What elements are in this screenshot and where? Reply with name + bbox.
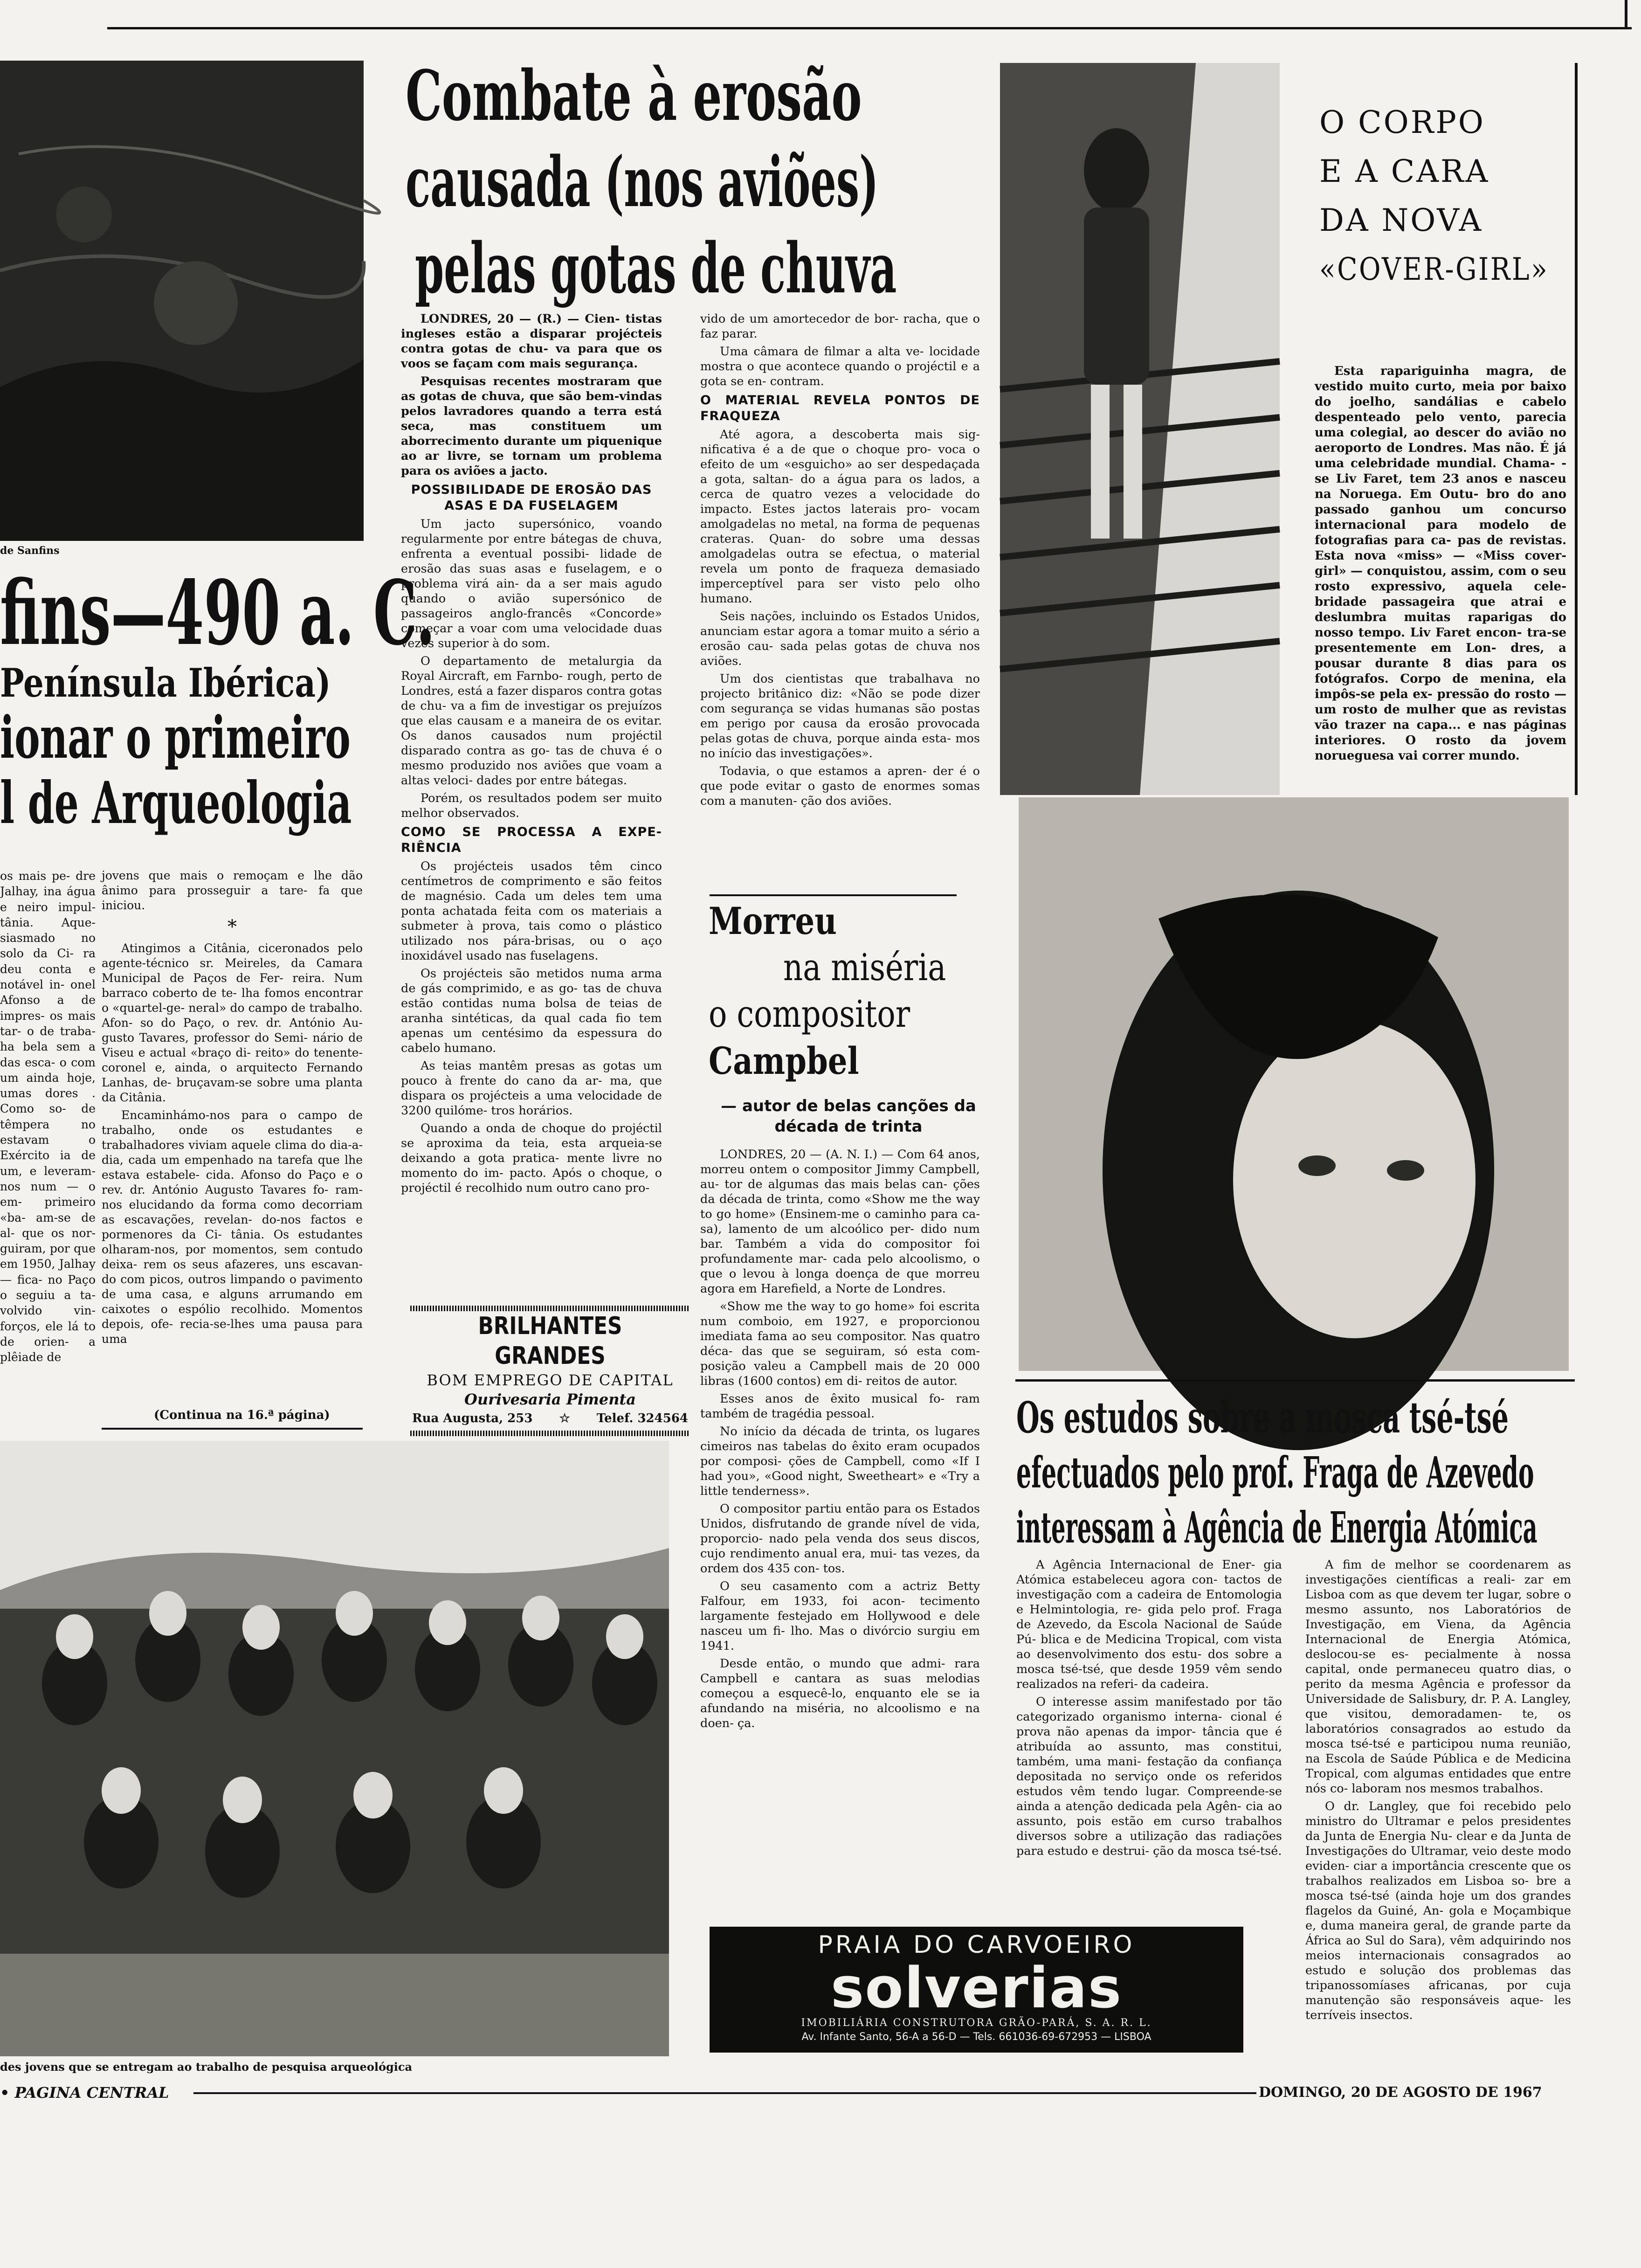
erosion-col-2 bbox=[700, 311, 980, 880]
footer-left bbox=[0, 2083, 169, 2102]
erosion-lede: LONDRES, 20 — (R.) — Cien- tistas ingleses estão a disparar projécteis contra gotas de chu- va para que os voos se façam com mais segurança. bbox=[401, 312, 662, 371]
campbell-body bbox=[700, 1147, 980, 1944]
campbell-p7: Desde então, o mundo que admi- rara Campbell e cantara as suas melodias começou a esquecê-lo, enquanto ele se ia afundando na miséria, no alcoolismo e na doen- ça. bbox=[700, 1657, 980, 1730]
tsetse-headline bbox=[1016, 1394, 1576, 1562]
cover-girl-face-photo bbox=[1019, 797, 1569, 1371]
campbell-p6: O seu casamento com a actriz Betty Falfour, em 1933, foi acon- tecimento largamente festejado em Hollywood e dele nasceu um fi- lho. Mas o divórcio surgiu em 1941. bbox=[700, 1579, 980, 1653]
ad-solverias-company: IMOBILIÁRIA CONSTRUTORA GRÃO-PARÁ, S. A. R. L. bbox=[801, 2017, 1152, 2029]
photo-caption-students: des jovens que se entregam ao trabalho de pesquisa arqueológica bbox=[0, 2060, 413, 2074]
tsetse-p4: O dr. Langley, que foi recebido pelo ministro do Ultramar e pelos presidentes da Junta de Energia Nu- clear e da Junta de Investigações do Ultramar, veio deste modo eviden- ciar a importância crescente que os trabalhos realizados em Lisboa so- bre a mosca tsé-tsé (ainda hoje um dos grandes flagelos da Guiné, An- gola e Moçambique e, duma maneira geral, de grande parte da África ao Sul do Sara), vêm adquirindo nos meios internacionais consagrados ao estudo e solução dos problemas das tripanossomíases africanas, por cuja manutenção são responsáveis aque- les terríveis insectos. bbox=[1305, 1799, 1571, 2022]
erosion-p11: Seis nações, incluindo os Estados Unidos, anunciam estar agora a tomar muito a sério a erosão cau- sada pelas gotas de chuva nos aviões. bbox=[700, 609, 980, 668]
tsetse-p3: A fim de melhor se coordenarem as investigações científicas a reali- zar em Lisboa com as que devem ter lugar, sobre o mesmo assunto, nos Laboratórios de Investigação, em Viena, da Agência Internacional de Energia Atómica, deslocou-se es- pecialmente à nossa capital, onde permaneceu quatro dias, o perito da mesma Agência e professor da Universidade de Salisbury, dr. P. A. Langley, que visitou, demoradamen- te, os laboratórios consagrados ao estudo da mosca tsé-tsé e participou numa reunião, na Escola de Saúde Pública e de Medicina Tropical, com algumas entidades que entre nós co- laboram nos mesmos trabalhos. bbox=[1305, 1558, 1571, 1796]
erosion-p6: As teias mantêm presas as gotas um pouco à frente do cano da ar- ma, que dispara os projécteis a uma velocidade de 3200 quilóme- tros horários. bbox=[401, 1059, 662, 1118]
erosion-p3: Porém, os resultados podem ser muito melhor observados. bbox=[401, 791, 662, 820]
ad-border-bottom bbox=[410, 1431, 690, 1436]
ad-brilhantes bbox=[410, 1306, 690, 1431]
ad-solverias bbox=[710, 1927, 1243, 2053]
photo-caption-sanfins: de Sanfins bbox=[0, 545, 60, 557]
sanfins-p1: Atingimos a Citânia, ciceronados pelo agente-técnico sr. Meireles, da Camara Municipal de Paços de Fer- reira. Num barraco coberto de te- lha fomos encontrar o «quartel-ge- neral» do campo de trabalho. Afon- so do Paço, o rev. dr. António Au- gusto Tavares, professor do Semi- nário de Viseu e actual «braço di- reito» do tenente-coronel e, ainda, o arquitecto Fernando Lanhas, de- bruçavam-se sobre uma planta da Citânia. bbox=[102, 941, 363, 1104]
ad-border-top bbox=[410, 1306, 690, 1311]
erosion-headline bbox=[406, 55, 988, 312]
tsetse-p2: O interesse assim manifestado por tão categorizado organismo interna- cional é prova não apenas da impor- tância que é atribuída ao assunto, mas constitui, também, uma mani- festação da confiança depositada no serviço onde os referidos estudos vêm tendo lugar. Compreende-se ainda a atenção dedicada pela Agên- cia ao assunto, pois estão em curso trabalhos diversos sobre a utilização das radiações para estudo e destrui- ção da mosca tsé-tsé. bbox=[1016, 1695, 1282, 1858]
erosion-p12: Um dos cientistas que trabalhava no projecto britânico diz: «Não se pode dizer com segurança se vidas humanas são postas em perigo por causa da erosão provocada pelas gotas de chuva, porque ainda esta- mos no início das investigações». bbox=[700, 672, 980, 761]
tsetse-headline-line-1: Os estudos sobre a mosca tsé-tsé bbox=[1016, 1392, 1509, 1443]
campbell-top-rule bbox=[710, 894, 957, 896]
tsetse-headline-line-2: efectuados pelo prof. Fraga de Azevedo bbox=[1016, 1447, 1534, 1498]
sanfins-site-photo bbox=[0, 61, 364, 541]
continued-rule bbox=[102, 1428, 363, 1430]
top-rule bbox=[107, 27, 1632, 29]
cover-girl-text bbox=[1315, 364, 1566, 783]
erosion-p5: Os projécteis são metidos numa arma de gás comprimido, e as go- tas de chuva estão contidas numa bolsa de teias de aranha sintéticas, da qual cada fio tem apenas um centésimo da espessura do cabelo humano. bbox=[401, 967, 662, 1055]
tsetse-p1: A Agência Internacional de Ener- gia Atómica estabeleceu agora con- tactos de investigação com a cadeira de Entomologia e Helmintologia, re- gida pelo prof. Fraga de Azevedo, da Escola Nacional de Saúde Pú- blica e de Medicina Tropical, com vista ao desenvolvimento dos estu- dos sobre a mosca tsé-tsé, que desde 1959 vêm sendo realizados na referi- da cadeira. bbox=[1016, 1558, 1282, 1691]
campbell-p4: No início da década de trinta, os lugares cimeiros nas tabelas do êxito eram ocupados por composi- ções de Campbell, como «If I had you», «Good night, Sweetheart» e «Try a little tenderness». bbox=[700, 1424, 980, 1498]
erosion-headline-line-1: Combate à erosão bbox=[406, 55, 862, 136]
ad-separator-icon: ☆ bbox=[559, 1411, 570, 1425]
cover-girl-headline bbox=[1319, 98, 1562, 294]
campbell-p1: LONDRES, 20 — (A. N. I.) — Com 64 anos, morreu ontem o compositor Jimmy Campbell, au- tor de algumas das mais belas can- ções da década de trinta, como «Show me the way to go home» (Ensinem-me o caminho para ca- sa), lamento de um alcoólico per- dido num bar. Também a vida do compositor foi profundamente mar- cada pelo alcoolismo, o que o levou à longa doença de que morreu agora em Harefield, a Norte de Londres. bbox=[700, 1148, 980, 1296]
sanfins-headline bbox=[0, 561, 435, 849]
erosion-subhead-3: O MATERIAL REVELA PONTOS DE FRAQUEZA bbox=[700, 393, 980, 423]
cover-girl-headline-line-3: DA NOVA bbox=[1319, 202, 1483, 238]
campbell-headline-line-1: Morreu bbox=[709, 899, 837, 943]
campbell-headline-line-2: na miséria bbox=[783, 946, 946, 989]
headline-line-1: fins—490 a. C. bbox=[0, 561, 435, 665]
erosion-lede-2: Pesquisas recentes mostraram que as gotas de chuva, que são bem-vindas pelos lavradores quando a terra está seca, mas constituem um aborrecimento durante um piquenique ao ar livre, se tornam um problema para os aviões a jacto. bbox=[401, 374, 662, 478]
footer-date: DOMINGO, 20 DE AGOSTO DE 1967 bbox=[1259, 2084, 1542, 2101]
sanfins-intro: jovens que mais o remoçam e lhe dão ânimo para prosseguir a tare- fa que iniciou. bbox=[102, 869, 363, 912]
campbell-p3: Esses anos de êxito musical fo- ram também de tragédia pessoal. bbox=[700, 1392, 980, 1421]
cover-girl-border-rule bbox=[1575, 63, 1578, 795]
archaeology-students-photo bbox=[0, 1441, 669, 2056]
sanfins-text-col-a: os mais pe- dre Jalhay, ina água e neiro impul- tânia. Aque- siasmado no solo da Ci- ra deu conta e notável in- onel Afonso a de impres- os mais tar- o de traba- ha bela sem a das esca- o com um ainda hoje, umas dores . Como so- de têmpera no estavam o Exército ia de um, e leveram-nos num — o em- primeiro «ba- am-se de al- que os nor- guiram, por que em 1950, Jalhay — fica- no Paço o seguiu a ta- volvido vin- forços, ele lá to de orien- a plêiade de bbox=[0, 869, 96, 1364]
campbell-headline-line-3: o compositor bbox=[709, 992, 910, 1036]
tsetse-top-rule bbox=[1015, 1379, 1575, 1382]
campbell-headline-line-4: Campbel bbox=[709, 1039, 859, 1083]
ad-brilhantes-address: Rua Augusta, 253 bbox=[412, 1411, 533, 1425]
erosion-subhead-1: POSSIBILIDADE DE EROSÃO DAS ASAS E DA FUSELAGEM bbox=[411, 483, 652, 513]
cover-girl-headline-line-2: E A CARA bbox=[1319, 153, 1490, 189]
erosion-headline-line-3: pelas gotas de chuva bbox=[415, 228, 897, 309]
ad-brilhantes-contact bbox=[410, 1409, 690, 1428]
top-right-rule bbox=[1625, 0, 1627, 28]
erosion-p7: Quando a onda de choque do projéctil se aproxima da teia, esta arqueia-se deixando a gota pratica- mente livre no momento do im- pacto. Após o choque, o projéctil é recolhido num outro cano pro- bbox=[401, 1121, 662, 1195]
separator-asterisk: * bbox=[228, 916, 237, 938]
campbell-p2: «Show me the way to go home» foi escrita num comboio, em 1927, e proporcionou imediata fama ao seu compositor. Nas quatro déca- das que se seguiram, só esta com- posição valeu a Campbell mais de 20 000 libras (1600 contos) em di- reitos de autor. bbox=[700, 1300, 980, 1388]
ad-brilhantes-title: BRILHANTES GRANDES bbox=[478, 1312, 622, 1370]
ad-brilhantes-store: Ourivesaria Pimenta bbox=[464, 1390, 636, 1408]
erosion-p9: Uma câmara de filmar a alta ve- locidade mostra o que acontece quando o projéctil e a gota se en- contram. bbox=[700, 345, 980, 388]
ad-brilhantes-phone: Telef. 324564 bbox=[596, 1411, 688, 1425]
cover-girl-headline-line-1: O CORPO bbox=[1319, 104, 1485, 140]
headline-line-2: Península Ibérica) bbox=[0, 660, 331, 706]
erosion-p2: O departamento de metalurgia da Royal Aircraft, em Farnbo- rough, perto de Londres, está a fazer disparos contra gotas de chu- va a fim de investigar os prejuízos que elas causam e a maneira de os evitar. Os danos causados num projéctil disparado contra as go- tas de chuva é o mesmo produzido nos aviões que voam a altas veloci- dades por entre bátegas. bbox=[401, 654, 662, 788]
continued-note: (Continua na 16.ª página) bbox=[154, 1408, 330, 1422]
campbell-subhead: — autor de belas canções da década de trinta bbox=[721, 1097, 976, 1136]
erosion-subhead-2: COMO SE PROCESSA A EXPE- RIÊNCIA bbox=[401, 825, 662, 855]
sanfins-text-col-b bbox=[102, 868, 363, 1428]
footer-dash-icon: • bbox=[0, 2084, 15, 2102]
sanfins-p2: Encaminhámo-nos para o campo de trabalho, onde os estudantes e trabalhadores viviam aquele clima do dia-a-dia, cada um empenhado na tarefa que lhe estava estabele- cida. Afonso do Paço e o rev. dr. António Augusto Tavares fo- ram-nos elucidando da forma como decorriam as escavações, revelan- do-nos factos e pormenores da Ci- tânia. Os estudantes olharam-nos, por momentos, sem contudo deixa- rem os seus afazeres, uns escavan- do com picos, outros limpando o pavimento de uma casa, e alguns arrumando em caixotes o espólio recolhido. Momentos depois, ofe- recia-se-lhes uma pausa para uma bbox=[102, 1108, 363, 1346]
ad-solverias-brand: solverias bbox=[830, 1956, 1123, 2021]
tsetse-col-2 bbox=[1305, 1557, 1571, 2061]
erosion-headline-line-2: causada (nos aviões) bbox=[406, 141, 879, 222]
headline-line-4: l de Arqueologia bbox=[0, 769, 352, 837]
headline-line-3: ionar o primeiro bbox=[0, 704, 351, 772]
tsetse-headline-line-3: interessam à Agência de Energia Atómica bbox=[1016, 1502, 1538, 1553]
erosion-p10: Até agora, a descoberta mais sig- nificativa é a de que o choque pro- voca o efeito de um «esguicho» ao ser despedaçada a gota, saltan- do a água para os lados, a cerca de quatro vezes a velocidade do impacto. Estes jactos laterais pro- vocam amolgadelas no metal, na forma de pequenas crateras. Quan- do sobre uma dessas amolgadelas outra se efectua, o material revela um ponto de fraqueza demasiado imperceptível para ser visto pelo olho humano. bbox=[700, 428, 980, 606]
erosion-col-1 bbox=[401, 311, 662, 1309]
ad-brilhantes-subtitle: BOM EMPREGO DE CAPITAL bbox=[427, 1371, 674, 1389]
ad-solverias-top: PRAIA DO CARVOEIRO bbox=[818, 1931, 1135, 1959]
ad-solverias-address: Av. Infante Santo, 56-A a 56-D — Tels. 661036-69-672953 — LISBOA bbox=[801, 2031, 1151, 2043]
erosion-p1: Um jacto supersónico, voando regularmente por entre bátegas de chuva, enfrenta a eventual possibi- lidade de erosão das suas asas e fuselagem, e o problema virá ain- da a ser mais agudo quando o avião supersónico de passageiros anglo-francês «Concorde» começar a voar com uma velocidade duas vezes superior à do som. bbox=[401, 517, 662, 650]
cover-girl-airplane-stairs-photo bbox=[1000, 63, 1280, 795]
cover-girl-headline-line-4: «COVER-GIRL» bbox=[1319, 251, 1549, 287]
footer-rule bbox=[193, 2092, 1256, 2094]
erosion-p13: Todavia, o que estamos a apren- der é o que pode evitar o gasto de enormes somas com a manuten- ção dos aviões. bbox=[700, 764, 980, 808]
cover-girl-paragraph: Esta rapariguinha magra, de vestido muito curto, meia por baixo do joelho, sandálias e cabelo despenteado pelo vento, parecia uma colegial, ao descer do avião no aeroporto de Londres. Mas não. É já uma celebridade mundial. Chama- -se Liv Faret, tem 23 anos e nasceu na Noruega. Em Outu- bro do ano passado ganhou um concurso internacional para modelo de fotografias para ca- pas de revistas. Esta nova «miss» — «Miss cover-girl» — conquistou, assim, com o seu rosto expressivo, aquela cele- bridade passageira que atrai e deslumbra muitas raparigas do nosso tempo. Liv Faret encon- tra-se presentemente em Lon- dres, a pousar durante 8 dias para os fotógrafos. Corpo de menina, ela impôs-se pela ex- pressão do rosto — um rosto de mulher que as revistas vão trazer na capa... e nas páginas interiores. O rosto da jovem norueguesa vai correr mundo. bbox=[1315, 364, 1566, 763]
campbell-headline bbox=[709, 900, 988, 1096]
campbell-p5: O compositor partiu então para os Estados Unidos, disfrutando de grande nível de vida, proporcio- nado pela venda dos seus discos, cujo rendimento anual era, mui- tas vezes, da ordem dos 435 con- tos. bbox=[700, 1502, 980, 1576]
footer-section-name: PAGINA CENTRAL bbox=[14, 2084, 169, 2102]
erosion-p8: vido de um amortecedor de bor- racha, que o faz parar. bbox=[700, 312, 980, 341]
erosion-p4: Os projécteis usados têm cinco centímetros de comprimento e são feitos de magnésio. Cada um deles tem uma ponta achatada feita com os materiais a submeter à prova, tais como o plástico utilizado nos pára-brisas, ou o aço inoxidável usado nas fuselagens. bbox=[401, 859, 662, 963]
tsetse-col-1 bbox=[1016, 1557, 1282, 1926]
